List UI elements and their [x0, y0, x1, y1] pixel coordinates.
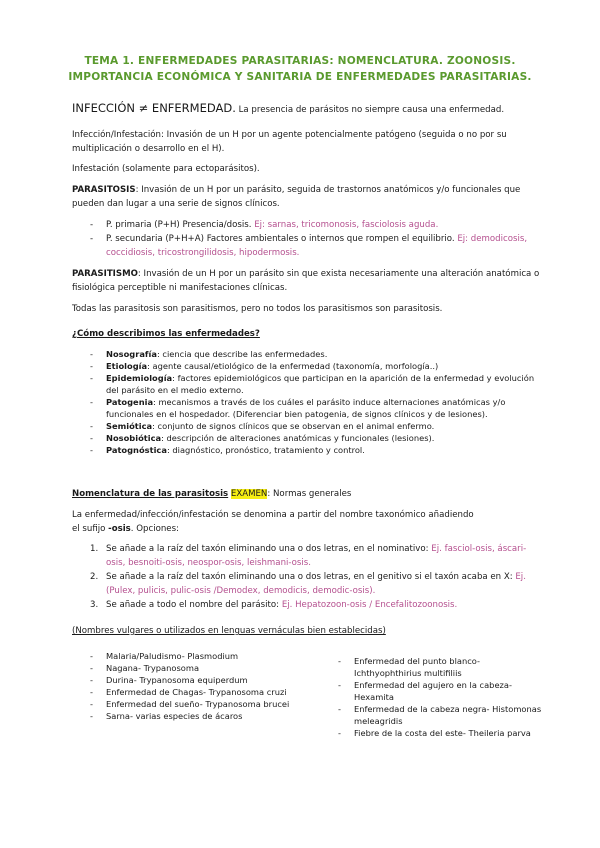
list-item: 3. Se añade a todo el nombre del parásito: Ej. Hepatozoon-osis / Encefalitozoonosis. — [90, 600, 458, 610]
vulgares-right-list — [338, 655, 548, 739]
intro-heading: INFECCIÓN ≠ ENFERMEDAD. — [72, 101, 236, 115]
nomenclatura-heading-paragraph — [72, 487, 542, 501]
list-item: 2. Se añade a la raíz del taxón eliminando una o dos letras, en el genitivo si el taxón acaba en X: Ej. (Pulex, pulicis, pulic-osis /Demodex, demodicis, demodic-osis). — [90, 572, 526, 596]
example-text: Ej. fasciol-osis, áscari-osis, besnoiti-osis, neospor-osis, leishmani-osis. — [106, 544, 527, 568]
list-item: - Patognóstica: diagnóstico, pronóstico, tratamiento y control. — [90, 444, 542, 456]
list-item: - Enfermedad del punto blanco- Ichthyophthirius multifiliis — [338, 655, 548, 679]
example-text: Ej. (Pulex, pulicis, pulic-osis /Demodex, demodicis, demodic-osis). — [106, 572, 526, 596]
parasitismo-term: PARASITISMO — [72, 269, 138, 279]
intro-heading-rest: La presencia de parásitos no siempre causa una enfermedad. — [235, 105, 505, 115]
list-item: - Nosobiótica: descripción de alteraciones anatómicas y funcionales (lesiones). — [90, 432, 542, 444]
suffix-text: -osis — [108, 524, 131, 534]
describe-list — [90, 348, 542, 456]
list-item: - Malaria/Paludismo- Plasmodium — [90, 650, 330, 662]
example-text: Ej. Hepatozoon-osis / Encefalitozoonosis. — [281, 600, 458, 610]
nomenclatura-list — [90, 542, 542, 612]
list-item: 1. Se añade a la raíz del taxón eliminando una o dos letras, en el nominativo: Ej. fasciol-osis, áscari-osis, besnoiti-osis, neospor-osis, leishmani-osis. — [90, 544, 527, 568]
parasitosis-list — [90, 218, 542, 260]
infestacion-paragraph: Infestación (solamente para ectoparásitos). — [72, 164, 260, 174]
parasitismo-note: Todas las parasitosis son parasitismos, pero no todos los parasitismos son parasitosis. — [72, 304, 443, 314]
example-text: Ej: sarnas, tricomonosis, fasciolosis aguda. — [254, 220, 439, 230]
list-item: - Nagana- Trypanosoma — [90, 662, 330, 674]
list-item: - P. primaria (P+H) Presencia/dosis. Ej: sarnas, tricomonosis, fasciolosis aguda. — [90, 218, 542, 232]
list-item: - Fiebre de la costa del este- Theileria parva — [338, 727, 548, 739]
nomenclatura-intro-line-1: La enfermedad/infección/infestación se denomina a partir del nombre taxonómico añadiendo — [72, 510, 474, 520]
list-item: - Enfermedad de la cabeza negra- Histomonas meleagridis — [338, 703, 548, 727]
nomenclatura-heading: Nomenclatura de las parasitosis — [72, 489, 229, 499]
list-item: - Sarna- varias especies de ácaros — [90, 710, 330, 722]
list-item: - Enfermedad del agujero en la cabeza- Hexamita — [338, 679, 548, 703]
nomenclatura-heading-rest: : Normas generales — [267, 489, 352, 499]
document-title — [60, 53, 540, 85]
parasitosis-definition: : Invasión de un H por un parásito, seguida de trastornos anatómicos y/o funcionales que pueden dan lugar a una serie de signos clínicos. — [72, 185, 521, 209]
describe-heading: ¿Cómo describimos las enfermedades? — [72, 329, 260, 339]
list-item: - Nosografía: ciencia que describe las enfermedades. — [90, 348, 542, 360]
parasitismo-paragraph — [72, 267, 542, 295]
title-line-1: TEMA 1. ENFERMEDADES PARASITARIAS: NOMENCLATURA. ZOONOSIS. — [84, 55, 516, 67]
intro-heading-paragraph — [72, 101, 542, 117]
list-item: - Patogenia: mecanismos a través de los cuáles el parásito induce alternaciones anatómicas y/o funcionales en el hospedador. (Diferenciar bien patogenia, de signos clínicos y de lesiones). — [90, 396, 542, 420]
vulgares-heading: (Nombres vulgares o utilizados en lenguas vernáculas bien establecidas) — [72, 626, 386, 636]
list-item: - Epidemiología: factores epidemiológicos que participan en la aparición de la enfermedad y evolución del parásito en el medio externo. — [90, 372, 542, 396]
list-item: - Semiótica: conjunto de signos clínicos que se observan en el animal enfermo. — [90, 420, 542, 432]
list-item: - Enfermedad del sueño- Trypanosoma brucei — [90, 698, 330, 710]
list-item: - Enfermedad de Chagas- Trypanosoma cruzi — [90, 686, 330, 698]
exam-badge: EXAMEN — [230, 489, 268, 499]
nomenclatura-intro-line-2: el sufijo -osis. Opciones: — [72, 524, 179, 534]
parasitismo-definition: : Invasión de un H por un parásito sin que exista necesariamente una alteración anatómica o fisiológica perceptible ni manifestaciones clínicas. — [72, 269, 540, 293]
vulgares-left-list — [90, 650, 330, 722]
parasitosis-paragraph — [72, 183, 542, 211]
list-item: - Durina- Trypanosoma equiperdum — [90, 674, 330, 686]
title-line-2: IMPORTANCIA ECONÓMICA Y SANITARIA DE ENFERMEDADES PARASITARIAS. — [68, 71, 532, 83]
list-item: - Etiología: agente causal/etiológico de la enfermedad (taxonomía, morfología..) — [90, 360, 542, 372]
infeccion-paragraph: Infección/Infestación: Invasión de un H por un agente potencialmente patógeno (seguida o no por su multiplicación o desarrollo en el H). — [72, 130, 507, 154]
list-item: - P. secundaria (P+H+A) Factores ambientales o internos que rompen el equilibrio. Ej: demodicosis, coccidiosis, tricostrongilidosis, hipodermosis. — [90, 232, 542, 260]
nomenclatura-intro — [72, 508, 542, 536]
parasitosis-term: PARASITOSIS — [72, 185, 136, 195]
example-text: Ej: demodicosis, coccidiosis, tricostrongilidosis, hipodermosis. — [106, 234, 528, 258]
